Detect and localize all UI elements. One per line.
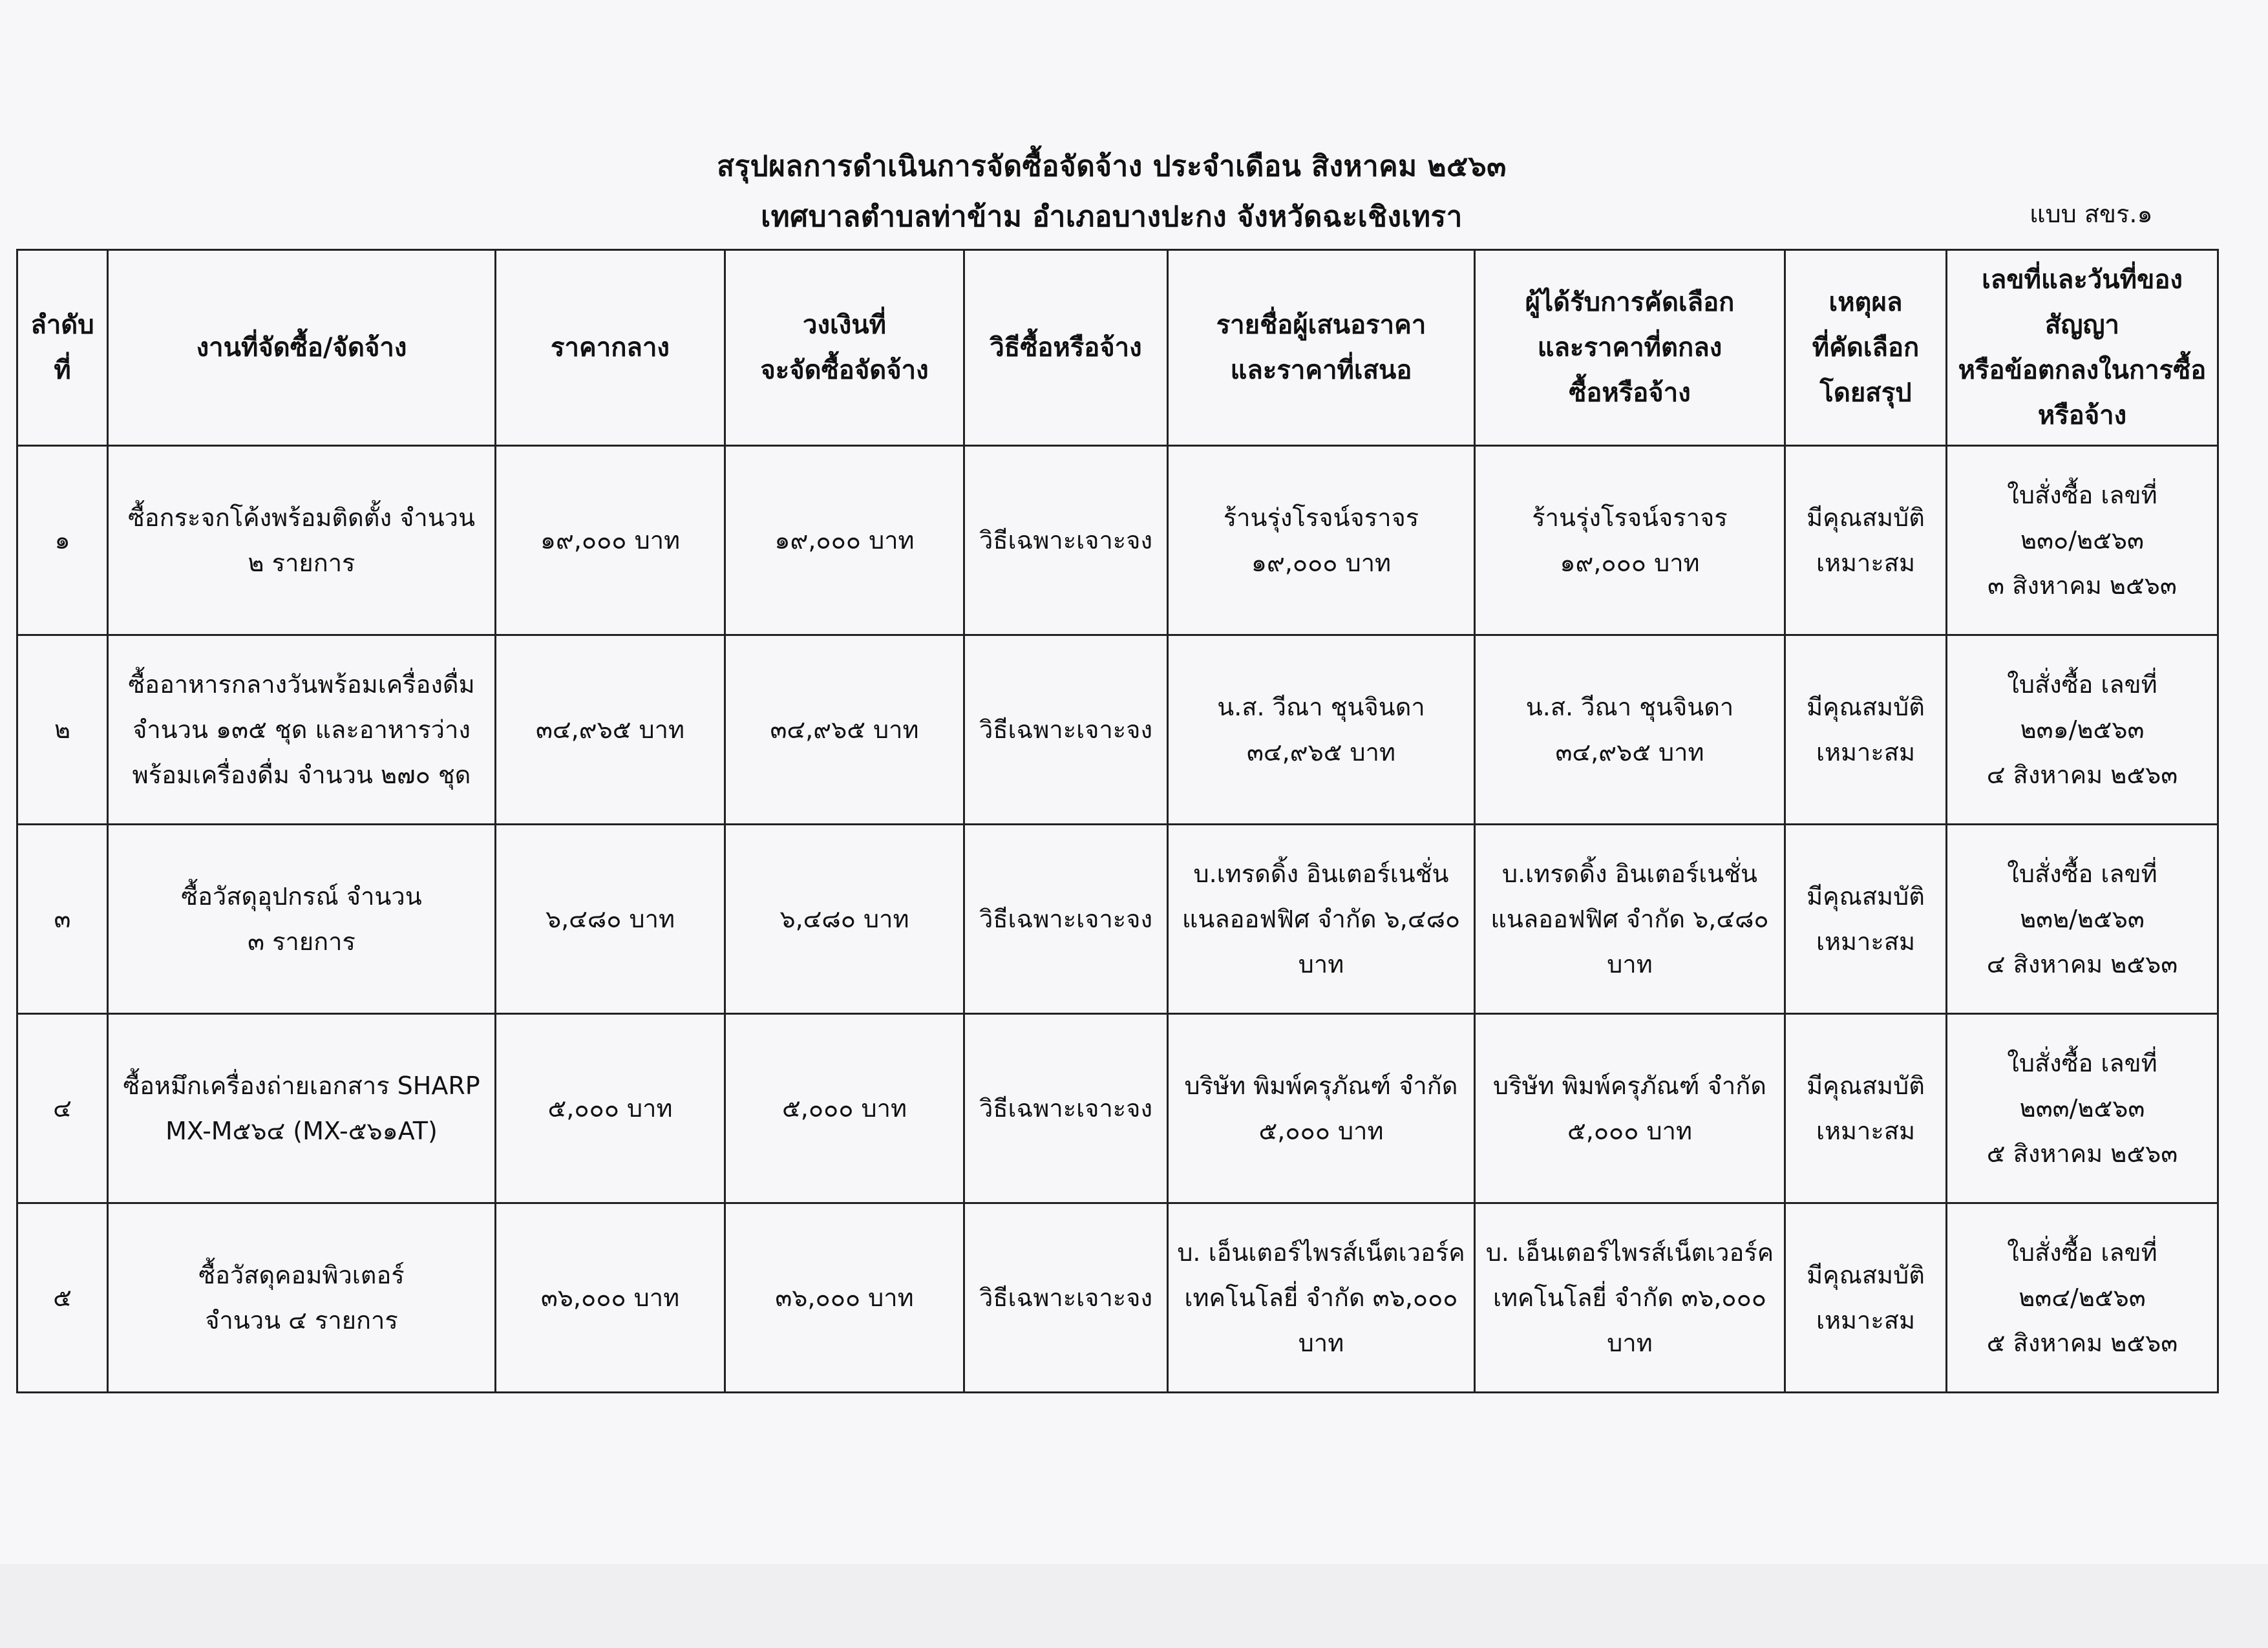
cell-reason: มีคุณสมบัติ เหมาะสม [1785,1014,1947,1203]
cell-median-price: ๖,๔๘๐ บาท [496,825,725,1014]
table-row [17,635,2218,825]
cell-item: ซื้ออาหารกลางวันพร้อมเครื่องดื่ม จำนวน ๑๓๕ ชุด และอาหารว่าง พร้อมเครื่องดื่ม จำนวน ๒๗๐ ชุด [108,635,496,825]
cell-no: ๔ [17,1014,108,1203]
cell-method: วิธีเฉพาะเจาะจง [964,1203,1168,1393]
column-header-item: งานที่จัดซื้อ/จัดจ้าง [108,250,496,446]
cell-reason: มีคุณสมบัติ เหมาะสม [1785,446,1947,635]
cell-bidders: น.ส. วีณา ชุนจินดา ๓๔,๙๖๕ บาท [1168,635,1475,825]
cell-selected: บริษัท พิมพ์ครุภัณฑ์ จำกัด ๕,๐๐๐ บาท [1475,1014,1785,1203]
procurement-summary-table [16,249,2219,1393]
cell-item: ซื้อหมึกเครื่องถ่ายเอกสาร SHARP MX-M๕๖๔ (MX-๕๖๑AT) [108,1014,496,1203]
cell-contract: ใบสั่งซื้อ เลขที่ ๒๓๑/๒๕๖๓ ๔ สิงหาคม ๒๕๖๓ [1947,635,2218,825]
page-bottom-margin [0,1564,2268,1648]
document-title: สรุปผลการดำเนินการจัดซื้อจัดจ้าง ประจำเดือน สิงหาคม ๒๕๖๓ [717,150,1507,183]
cell-budget: ๖,๔๘๐ บาท [725,825,964,1014]
cell-selected: บ. เอ็นเตอร์ไพรส์เน็ตเวอร์ค เทคโนโลยี่ จำกัด ๓๖,๐๐๐ บาท [1475,1203,1785,1393]
form-code: แบบ สขร.๑ [2030,200,2153,228]
cell-budget: ๓๔,๙๖๕ บาท [725,635,964,825]
cell-budget: ๓๖,๐๐๐ บาท [725,1203,964,1393]
table-row [17,1014,2218,1203]
cell-selected: ร้านรุ่งโรจน์จราจร ๑๙,๐๐๐ บาท [1475,446,1785,635]
cell-no: ๓ [17,825,108,1014]
cell-method: วิธีเฉพาะเจาะจง [964,825,1168,1014]
cell-method: วิธีเฉพาะเจาะจง [964,1014,1168,1203]
column-header-median-price: ราคากลาง [496,250,725,446]
cell-contract: ใบสั่งซื้อ เลขที่ ๒๓๓/๒๕๖๓ ๕ สิงหาคม ๒๕๖๓ [1947,1014,2218,1203]
column-header-selected: ผู้ได้รับการคัดเลือก และราคาที่ตกลง ซื้อหรือจ้าง [1475,250,1785,446]
table-header-row [17,250,2218,446]
cell-item: ซื้อวัสดุอุปกรณ์ จำนวน ๓ รายการ [108,825,496,1014]
cell-budget: ๑๙,๐๐๐ บาท [725,446,964,635]
cell-bidders: ร้านรุ่งโรจน์จราจร ๑๙,๐๐๐ บาท [1168,446,1475,635]
cell-selected: บ.เทรดดิ้ง อินเตอร์เนชั่น แนลออฟฟิศ จำกัด ๖,๔๘๐ บาท [1475,825,1785,1014]
column-header-no: ลำดับที่ [17,250,108,446]
table-row [17,446,2218,635]
cell-median-price: ๓๖,๐๐๐ บาท [496,1203,725,1393]
document-subtitle: เทศบาลตำบลท่าข้าม อำเภอบางปะกง จังหวัดฉะเชิงเทรา [761,200,1463,233]
column-header-bidders: รายชื่อผู้เสนอราคา และราคาที่เสนอ [1168,250,1475,446]
cell-no: ๕ [17,1203,108,1393]
cell-contract: ใบสั่งซื้อ เลขที่ ๒๓๒/๒๕๖๓ ๔ สิงหาคม ๒๕๖๓ [1947,825,2218,1014]
table-row [17,1203,2218,1393]
column-header-method: วิธีซื้อหรือจ้าง [964,250,1168,446]
cell-method: วิธีเฉพาะเจาะจง [964,446,1168,635]
cell-reason: มีคุณสมบัติ เหมาะสม [1785,635,1947,825]
cell-bidders: บ. เอ็นเตอร์ไพรส์เน็ตเวอร์ค เทคโนโลยี่ จำกัด ๓๖,๐๐๐ บาท [1168,1203,1475,1393]
column-header-reason: เหตุผล ที่คัดเลือก โดยสรุป [1785,250,1947,446]
cell-item: ซื้อกระจกโค้งพร้อมติดตั้ง จำนวน ๒ รายการ [108,446,496,635]
cell-contract: ใบสั่งซื้อ เลขที่ ๒๓๐/๒๕๖๓ ๓ สิงหาคม ๒๕๖๓ [1947,446,2218,635]
column-header-budget: วงเงินที่ จะจัดซื้อจัดจ้าง [725,250,964,446]
table-row [17,825,2218,1014]
cell-no: ๒ [17,635,108,825]
cell-median-price: ๑๙,๐๐๐ บาท [496,446,725,635]
cell-no: ๑ [17,446,108,635]
cell-budget: ๕,๐๐๐ บาท [725,1014,964,1203]
cell-method: วิธีเฉพาะเจาะจง [964,635,1168,825]
cell-median-price: ๓๔,๙๖๕ บาท [496,635,725,825]
column-header-contract: เลขที่และวันที่ของ สัญญา หรือข้อตกลงในการซื้อ หรือจ้าง [1947,250,2218,446]
cell-reason: มีคุณสมบัติ เหมาะสม [1785,825,1947,1014]
cell-bidders: บ.เทรดดิ้ง อินเตอร์เนชั่น แนลออฟฟิศ จำกัด ๖,๔๘๐ บาท [1168,825,1475,1014]
cell-reason: มีคุณสมบัติ เหมาะสม [1785,1203,1947,1393]
cell-selected: น.ส. วีณา ชุนจินดา ๓๔,๙๖๕ บาท [1475,635,1785,825]
cell-median-price: ๕,๐๐๐ บาท [496,1014,725,1203]
cell-contract: ใบสั่งซื้อ เลขที่ ๒๓๔/๒๕๖๓ ๕ สิงหาคม ๒๕๖๓ [1947,1203,2218,1393]
cell-item: ซื้อวัสดุคอมพิวเตอร์ จำนวน ๔ รายการ [108,1203,496,1393]
cell-bidders: บริษัท พิมพ์ครุภัณฑ์ จำกัด ๕,๐๐๐ บาท [1168,1014,1475,1203]
